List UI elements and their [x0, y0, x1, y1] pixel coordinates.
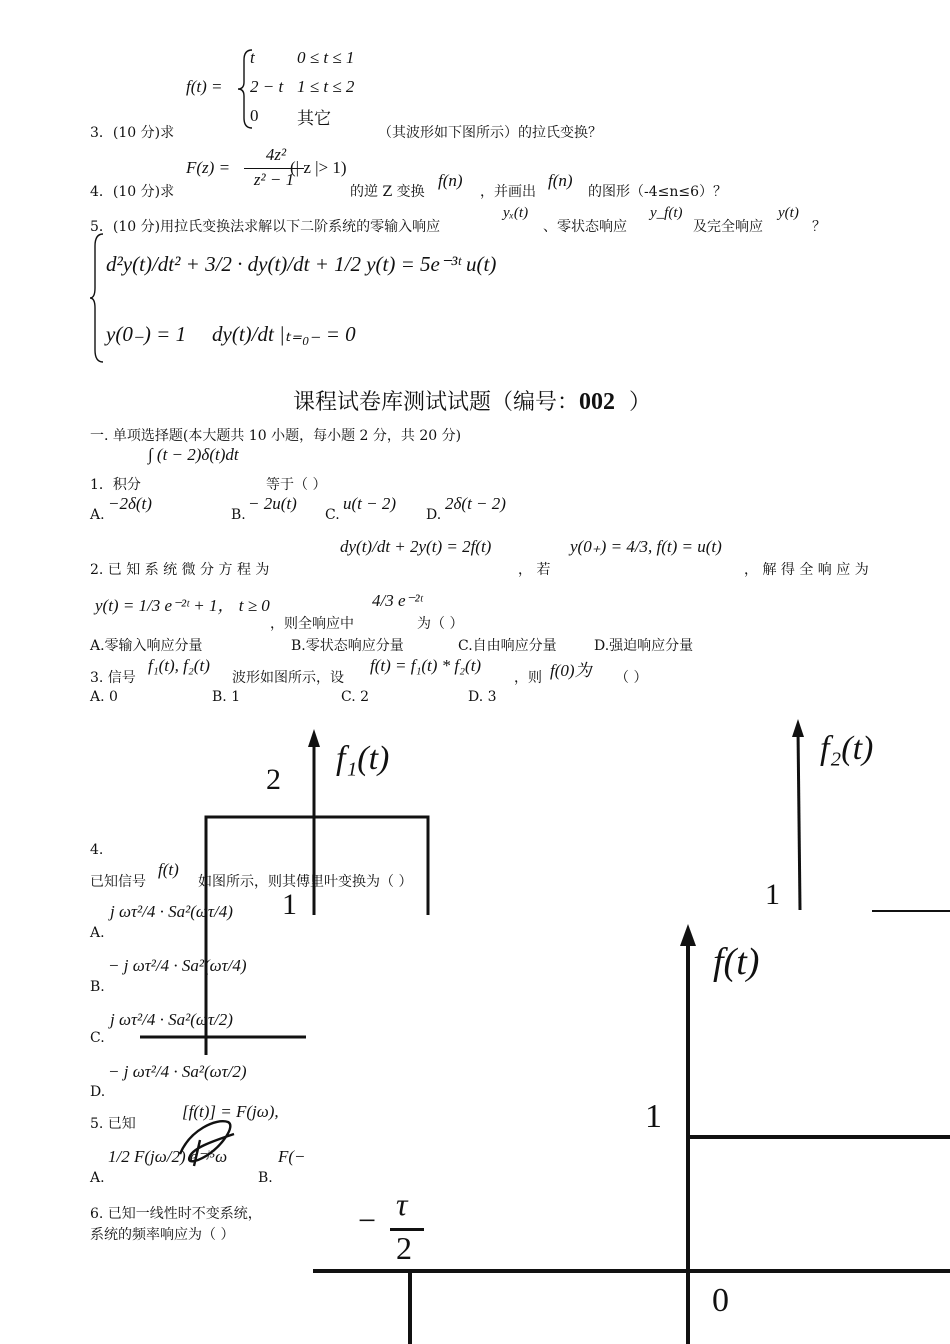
fig-f-origin: 0 — [712, 1282, 729, 1319]
prev-q5-mid2: 及完全响应 — [693, 219, 763, 235]
q4-opt-b: − j ωτ²/4 · Sa²(ωτ/4) — [108, 956, 247, 975]
q1-opt-d: 2δ(t − 2) — [445, 494, 506, 513]
fig-f-neg: − — [358, 1202, 377, 1238]
prev-q3-tail: （其波形如下图所示）的拉氏变换？ — [378, 125, 602, 141]
piecewise-cond-1: 0 ≤ t ≤ 1 — [297, 48, 355, 67]
fig-f-val-1: 1 — [645, 1098, 662, 1135]
q2-tail: 为（ ） — [417, 616, 464, 632]
q3-tail: （ ） — [615, 670, 648, 686]
figure-f — [305, 920, 950, 1344]
q5-expr: [f(t)] = F(jω), — [182, 1102, 279, 1121]
q5-opt-b-letter: B. — [258, 1170, 273, 1186]
q2-response: y(t) = 1/3 e⁻²ᵗ + 1， t ≥ 0 — [95, 596, 270, 615]
prev-q5-yf: y_f(t) — [650, 205, 683, 221]
q2-opt-a: A.零输入响应分量 — [90, 638, 203, 654]
q4-label: 已知信号 — [90, 874, 146, 890]
ode-equation: d²y(t)/dt² + 3/2 · dy(t)/dt + 1/2 y(t) = 5e⁻³ᵗ u(t) — [106, 252, 497, 276]
fig-f1-val-2: 2 — [266, 763, 281, 796]
q2-init: y(0₊) = 4/3, f(t) = u(t) — [570, 537, 722, 556]
prev-q3-label: 3．(10 分)求 — [90, 125, 175, 141]
ode-init-y: y(0₋) = 1 — [106, 322, 187, 346]
q5-opt-a: 1/2 F(jω/2) e⁻ʲ⁵ω — [108, 1147, 228, 1166]
piecewise-expr-1: t — [250, 48, 255, 67]
exam-code: 002 — [579, 389, 616, 415]
q4-opt-c: j ωτ²/4 · Sa²(ωτ/2) — [110, 1010, 233, 1029]
prev-q5-tail: ？ — [812, 219, 826, 235]
fig-f2-val-1: 1 — [765, 878, 780, 911]
q4-tail: 如图所示，则其傅里叶变换为（ ） — [198, 874, 413, 890]
q3-f0: f(0)为 — [550, 661, 592, 680]
q4-signal: f(t) — [158, 860, 179, 879]
ink-scribble — [176, 1112, 240, 1170]
q1-opt-a-letter: A. — [90, 507, 105, 523]
prev-q4-label: 4．(10 分)求 — [90, 184, 175, 200]
q1-tail: 等于（ ） — [266, 477, 327, 493]
exam-title-text: 课程试卷库测试试题（编号： — [293, 390, 580, 415]
exam-title — [293, 385, 651, 416]
q4-opt-a: j ωτ²/4 · Sa²(ωτ/4) — [110, 902, 233, 921]
q4-number: 4. — [90, 842, 104, 858]
fig-f-label: f(t) — [713, 941, 760, 983]
zfunc-condition: (| z |> 1) — [290, 158, 347, 177]
q2-term: 4/3 e⁻²ᵗ — [372, 591, 423, 610]
fig-f1-label: f₁(t) — [336, 740, 390, 777]
q1-opt-d-letter: D. — [426, 507, 442, 523]
section-heading: 一. 单项选择题(本大题共 10 小题，每小题 2 分，共 20 分) — [90, 428, 462, 444]
prev-q4-mid: 的逆 Z 变换 — [350, 184, 425, 200]
piecewise-cond-2: 1 ≤ t ≤ 2 — [297, 77, 355, 96]
q3-opt-a: A. 0 — [90, 689, 118, 705]
prev-q5-yx: yₓ(t) — [503, 205, 529, 221]
piecewise-func-name: f(t) = — [186, 77, 223, 96]
exam-title-end: ） — [629, 390, 652, 415]
piecewise-expr-3: 0 — [250, 106, 259, 125]
q1-label: 1．积分 — [90, 477, 141, 493]
q4-opt-b-letter: B. — [90, 979, 105, 995]
fig-f1-val-1: 1 — [282, 888, 297, 921]
q5-label: 5. 已知 — [90, 1116, 136, 1132]
zfunc-name: F(z) = — [186, 158, 231, 177]
prev-q5-label: 5．(10 分)用拉氏变换法求解以下二阶系统的零输入响应 — [90, 219, 441, 235]
fig-f-tau: τ — [396, 1186, 408, 1222]
q1-opt-c-letter: C. — [325, 507, 340, 523]
zfunc-numerator: 4z² — [265, 145, 287, 164]
q4-opt-c-letter: C. — [90, 1030, 105, 1046]
q3-mid: 波形如图所示，设 — [232, 670, 344, 686]
piecewise-expr-2: 2 − t — [250, 77, 284, 96]
q4-opt-d: − j ωτ²/4 · Sa²(ωτ/2) — [108, 1062, 247, 1081]
prev-q5-mid: 、零状态响应 — [543, 219, 627, 235]
q3-mid2: ，则 — [514, 670, 542, 686]
q6-line2: 系统的频率响应为（ ） — [90, 1227, 235, 1243]
prev-q5-y: y(t) — [778, 205, 799, 221]
prev-q4-fn2: f(n) — [548, 171, 573, 190]
piecewise-cond-3: 其它 — [297, 109, 331, 128]
q3-opt-d: D. 3 — [468, 689, 497, 705]
prev-q4-mid2: ，并画出 — [480, 184, 536, 200]
q2-label: 2. 已 知 系 统 微 分 方 程 为 — [90, 562, 270, 578]
system-brace — [88, 232, 106, 364]
q2-opt-d: D.强迫响应分量 — [594, 638, 694, 654]
q1-opt-b: − 2u(t) — [248, 494, 297, 513]
q1-opt-c: u(t − 2) — [343, 494, 397, 513]
q2-opt-c: C.自由响应分量 — [458, 638, 557, 654]
q6-line1: 6. 已知一线性时不变系统， — [90, 1206, 262, 1222]
q4-opt-a-letter: A. — [90, 925, 105, 941]
q2-equation: dy(t)/dt + 2y(t) = 2f(t) — [340, 537, 492, 556]
prev-q4-tail: 的图形（-4≤n≤6）？ — [588, 184, 728, 200]
q3-label: 3. 信号 — [90, 670, 136, 686]
zfunc-denominator: z² − 1 — [253, 170, 295, 189]
q5-opt-a-letter: A. — [90, 1170, 105, 1186]
q5-opt-b: F(− — [278, 1147, 306, 1166]
q2-if: ， 若 — [518, 562, 551, 578]
q2-solve: ， 解 得 全 响 应 为 — [744, 562, 869, 578]
q3-opt-c: C. 2 — [341, 689, 370, 705]
ode-init-dy: dy(t)/dt |ₜ₌₀₋ = 0 — [212, 322, 356, 346]
q3-signals: f₁(t), f₂(t) — [148, 656, 210, 675]
q1-integral: ∫ (t − 2)δ(t)dt — [148, 445, 239, 464]
q1-opt-a: −2δ(t) — [108, 494, 152, 513]
q3-opt-b: B. 1 — [212, 689, 241, 705]
fig-f2-label: f₂(t) — [820, 730, 874, 767]
fig-f-two: 2 — [396, 1230, 412, 1266]
q4-opt-d-letter: D. — [90, 1084, 106, 1100]
q2-mid: ，则全响应中 — [270, 616, 354, 632]
q2-opt-b: B.零状态响应分量 — [291, 638, 404, 654]
q1-opt-b-letter: B. — [231, 507, 246, 523]
q3-convolution: f(t) = f₁(t) * f₂(t) — [370, 656, 482, 675]
prev-q4-fn1: f(n) — [438, 171, 463, 190]
